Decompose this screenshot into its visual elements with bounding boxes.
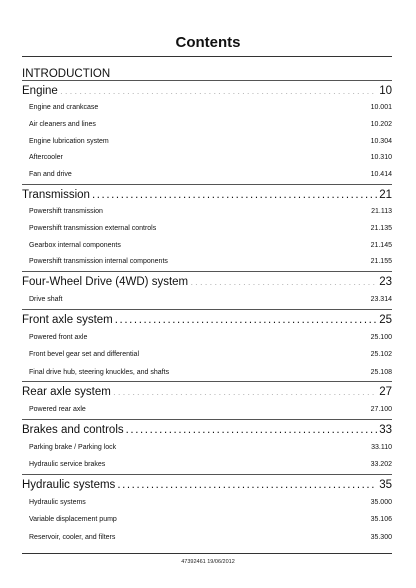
toc-section [0,309,416,382]
dot-leader [123,240,369,247]
entry-title: Powered front axle [29,333,88,341]
title-divider [22,56,392,57]
toc-entry[interactable] [22,204,392,221]
toc-section [0,419,416,474]
page-title: Contents [175,34,241,51]
bottom-divider [22,553,392,554]
entry-page-number: 21.113 [371,207,392,215]
section-page-number: 27 [379,386,392,399]
toc-entry[interactable] [22,364,392,382]
section-title: Four-Wheel Drive (4WD) system [22,276,189,289]
entry-title: Powershift transmission internal components [29,258,168,266]
dot-leader [118,442,369,449]
dot-leader [92,186,377,198]
toc-entry[interactable] [22,238,392,255]
dot-leader [74,169,369,176]
entry-page-number: 21.145 [370,241,392,249]
toc-entry[interactable] [22,439,392,457]
toc-section [0,184,416,271]
entry-title: Fan and drive [29,171,72,179]
toc-entry[interactable] [22,117,392,134]
toc-entry[interactable] [22,100,392,117]
entry-title: Air cleaners and lines [29,120,96,128]
dot-leader [89,332,368,339]
entry-page-number: 10.202 [370,120,392,128]
dot-leader [171,367,369,374]
toc-entry[interactable] [22,401,392,419]
toc-section-heading[interactable] [22,382,392,401]
entry-page-number: 25.108 [370,368,392,376]
dot-leader [113,384,377,396]
entry-page-number: 25.100 [370,333,392,341]
dot-leader [117,476,377,488]
entry-title: Final drive hub, steering knuckles, and shafts [29,368,170,376]
toc-section [0,474,416,547]
entry-title: Engine lubrication system [29,137,109,145]
toc-entry[interactable] [22,511,392,529]
entry-page-number: 10.414 [370,171,392,179]
entry-title: Powershift transmission [29,207,103,215]
toc-section [0,271,416,309]
section-title: Front axle system [22,313,113,326]
dot-leader [115,311,377,323]
dot-leader [117,532,368,539]
entry-title: Reservoir, cooler, and filters [29,533,116,541]
toc-entry[interactable] [22,221,392,238]
entry-page-number: 10.001 [370,104,392,111]
section-title: Transmission [22,188,90,201]
dot-leader [111,136,369,143]
dot-leader [65,152,369,159]
section-page-number: 10 [379,85,392,97]
dot-leader [105,206,369,213]
toc-section-heading[interactable] [22,185,392,204]
dot-leader [170,256,369,263]
entry-page-number: 25.102 [370,351,392,359]
entry-page-number: 27.100 [370,406,392,414]
dot-leader [98,119,369,126]
entry-title: Parking brake / Parking lock [29,443,117,451]
section-page-number: 21 [379,188,392,201]
entry-title: Hydraulic service brakes [29,461,106,469]
toc-section-heading[interactable] [22,81,392,100]
entry-page-number: 35.000 [370,498,392,506]
section-title: Hydraulic systems [22,478,116,491]
entry-title: Hydraulic systems [29,498,86,506]
toc-entry[interactable] [22,150,392,167]
entry-title: Engine and crankcase [29,104,99,111]
entry-title: Aftercooler [29,154,63,162]
document-footer: 47392461 19/06/2012 [181,559,235,565]
section-page-number: 25 [379,313,392,326]
dot-leader [141,349,369,356]
dot-leader [88,404,369,411]
entry-title: Variable displacement pump [29,516,117,524]
entry-title: Powershift transmission external controls [29,224,157,232]
dot-leader [119,514,369,521]
entry-title: Drive shaft [29,296,63,304]
toc-section-heading[interactable] [22,310,392,329]
section-title: Brakes and controls [22,423,124,436]
toc-entry[interactable] [22,167,392,184]
toc-entry[interactable] [22,254,392,271]
entry-title: Front bevel gear set and differential [29,351,139,359]
section-page-number: 35 [379,478,392,491]
toc-section-heading[interactable] [22,272,392,291]
entry-page-number: 10.310 [370,154,392,162]
section-page-number: 23 [379,276,392,289]
entry-page-number: 33.202 [370,461,392,469]
entry-page-number: 35.300 [370,533,392,541]
entry-title: Gearbox internal components [29,241,121,249]
toc-section [0,381,416,419]
dot-leader [107,459,368,466]
toc-section-heading[interactable] [22,420,392,439]
entry-page-number: 21.155 [370,258,392,266]
toc-entry[interactable] [22,134,392,151]
entry-page-number: 10.304 [370,137,392,145]
entry-title: Powered rear axle [29,406,86,414]
dot-leader [64,294,368,301]
toc-entry[interactable] [22,346,392,364]
dot-leader [60,83,377,95]
dot-leader [158,223,368,230]
toc-entry[interactable] [22,494,392,512]
toc-entry[interactable] [22,291,392,309]
entry-page-number: 23.314 [370,296,392,304]
section-title: Engine [22,85,58,97]
section-page-number: 33 [379,423,392,436]
entry-page-number: 35.106 [370,516,392,524]
section-title: Rear axle system [22,386,111,399]
toc-entry[interactable] [22,329,392,347]
dot-leader [100,102,368,109]
toc-entry[interactable] [22,529,392,547]
toc-section [0,80,416,184]
table-of-contents [0,80,416,546]
dot-leader [190,274,377,286]
toc-section-heading[interactable] [22,475,392,494]
entry-page-number: 21.135 [370,224,392,232]
entry-page-number: 33.110 [371,443,392,451]
toc-entry[interactable] [22,456,392,474]
introduction-heading[interactable]: INTRODUCTION [22,68,111,80]
dot-leader [126,421,378,433]
dot-leader [88,497,369,504]
